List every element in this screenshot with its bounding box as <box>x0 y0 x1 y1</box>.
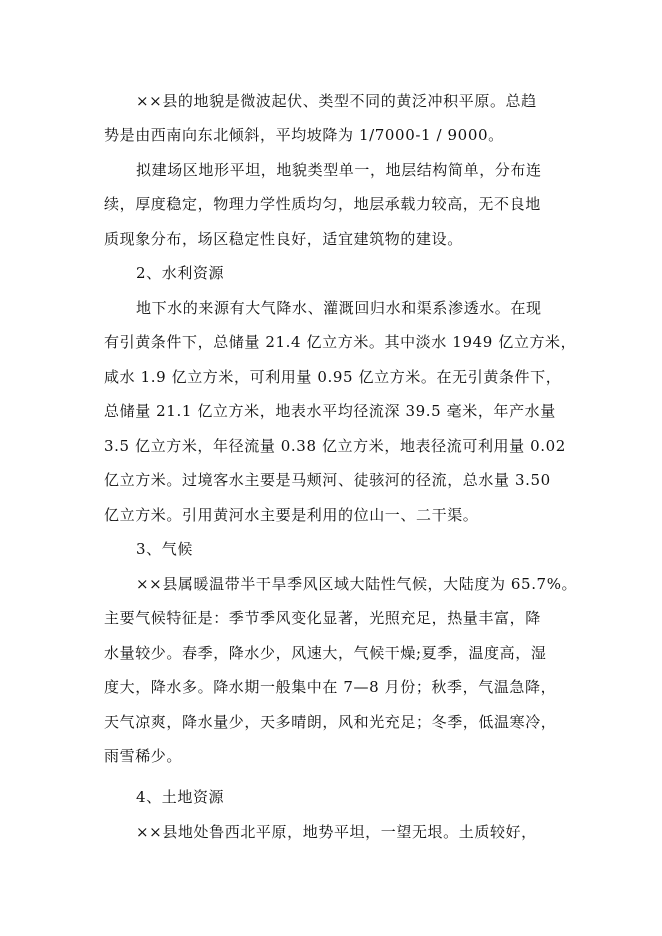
body-text-line: 势是由西南向东北倾斜，平均坡降为 1/7000-1 / 9000。 <box>104 126 504 144</box>
body-text-line: 亿立方米。引用黄河水主要是利用的位山一、二干渠。 <box>104 506 479 524</box>
body-text-line: 水量较少。春季，降水少，风速大，气候干燥;夏季，温度高，湿 <box>104 644 547 662</box>
body-text-line: ××县的地貌是微波起伏、类型不同的黄泛冲积平原。总趋 <box>136 92 537 110</box>
body-text-line: 天气凉爽，降水量少，天多晴朗，风和光充足；冬季，低温寒冷， <box>104 713 557 731</box>
body-text-line: 度大，降水多。降水期一般集中在 7—8 月份；秋季，气温急降， <box>104 678 557 696</box>
body-text-line: 拟建场区地形平坦，地貌类型单一，地层结构简单，分布连 <box>136 161 542 179</box>
body-text-line: 续，厚度稳定，物理力学性质均匀，地层承载力较高，无不良地 <box>104 195 541 213</box>
section-heading-climate: 3、气候 <box>136 540 193 558</box>
body-text-line: ××县地处鲁西北平原，地势平坦，一望无垠。土质较好， <box>136 823 537 841</box>
body-text-line: 主要气候特征是：季节季风变化显著，光照充足，热量丰富，降 <box>104 609 541 627</box>
body-text-line: 咸水 1.9 亿立方米，可利用量 0.95 亿立方米。在无引黄条件下， <box>104 368 562 386</box>
body-text-line: ××县属暖温带半干旱季风区域大陆性气候，大陆度为 65.7%。 <box>136 575 578 593</box>
section-heading-land-resources: 4、土地资源 <box>136 788 225 806</box>
body-text-line: 雨雪稀少。 <box>104 747 183 765</box>
body-text-line: 亿立方米。过境客水主要是马颊河、徒骇河的径流，总水量 3.50 <box>104 471 551 489</box>
body-text-line: 地下水的来源有大气降水、灌溉回归水和渠系渗透水。在现 <box>136 299 542 317</box>
body-text-line: 质现象分布，场区稳定性良好，适宜建筑物的建设。 <box>104 230 463 248</box>
body-text-line: 总储量 21.1 亿立方米，地表水平均径流深 39.5 毫米，年产水量 <box>104 402 556 420</box>
body-text-line: 有引黄条件下，总储量 21.4 亿立方米。其中淡水 1949 亿立方米， <box>104 333 577 351</box>
body-text-line: 3.5 亿立方米，年径流量 0.38 亿立方米，地表径流可利用量 0.02 <box>104 437 566 455</box>
section-heading-water-resources: 2、水利资源 <box>136 264 225 282</box>
